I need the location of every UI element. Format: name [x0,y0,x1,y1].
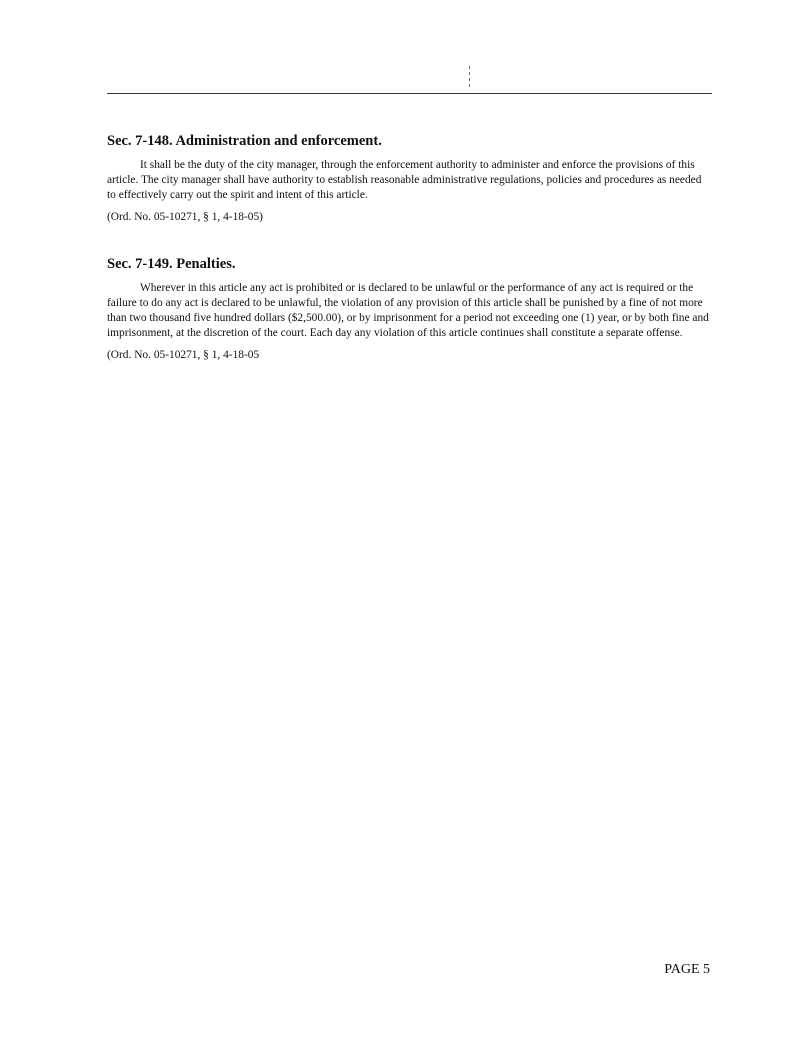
dashed-divider-mark [469,66,471,90]
section-7-149 [107,255,712,363]
top-horizontal-rule [107,93,712,94]
section-body: It shall be the duty of the city manager, through the enforcement authority to administer and enforce the provisions of this article. The city manager shall have authority to establish reasonable administrative regulations, policies and procedures as needed to effectively carry out the spirit and intent of this article. [107,159,702,201]
section-citation: (Ord. No. 05-10271, § 1, 4-18-05) [107,211,263,223]
page-number: PAGE 5 [664,962,710,977]
section-citation: (Ord. No. 05-10271, § 1, 4-18-05 [107,349,260,361]
section-7-148 [107,132,712,225]
section-body: Wherever in this article any act is prohibited or is declared to be unlawful or the performance of any act is required or the failure to do any act is declared to be unlawful, the violation of any provision of this article shall be punished by a fine of not more than two thousand five hundred dollars ($2,500.00), or by imprisonment for a period not exceeding one (1) year, or by both fine and imprisonment, at the discretion of the court. Each day any violation of this article continues shall constitute a separate offense. [107,282,709,339]
section-heading: Sec. 7-149. Penalties. [107,256,236,272]
section-heading: Sec. 7-148. Administration and enforcement. [107,133,382,149]
